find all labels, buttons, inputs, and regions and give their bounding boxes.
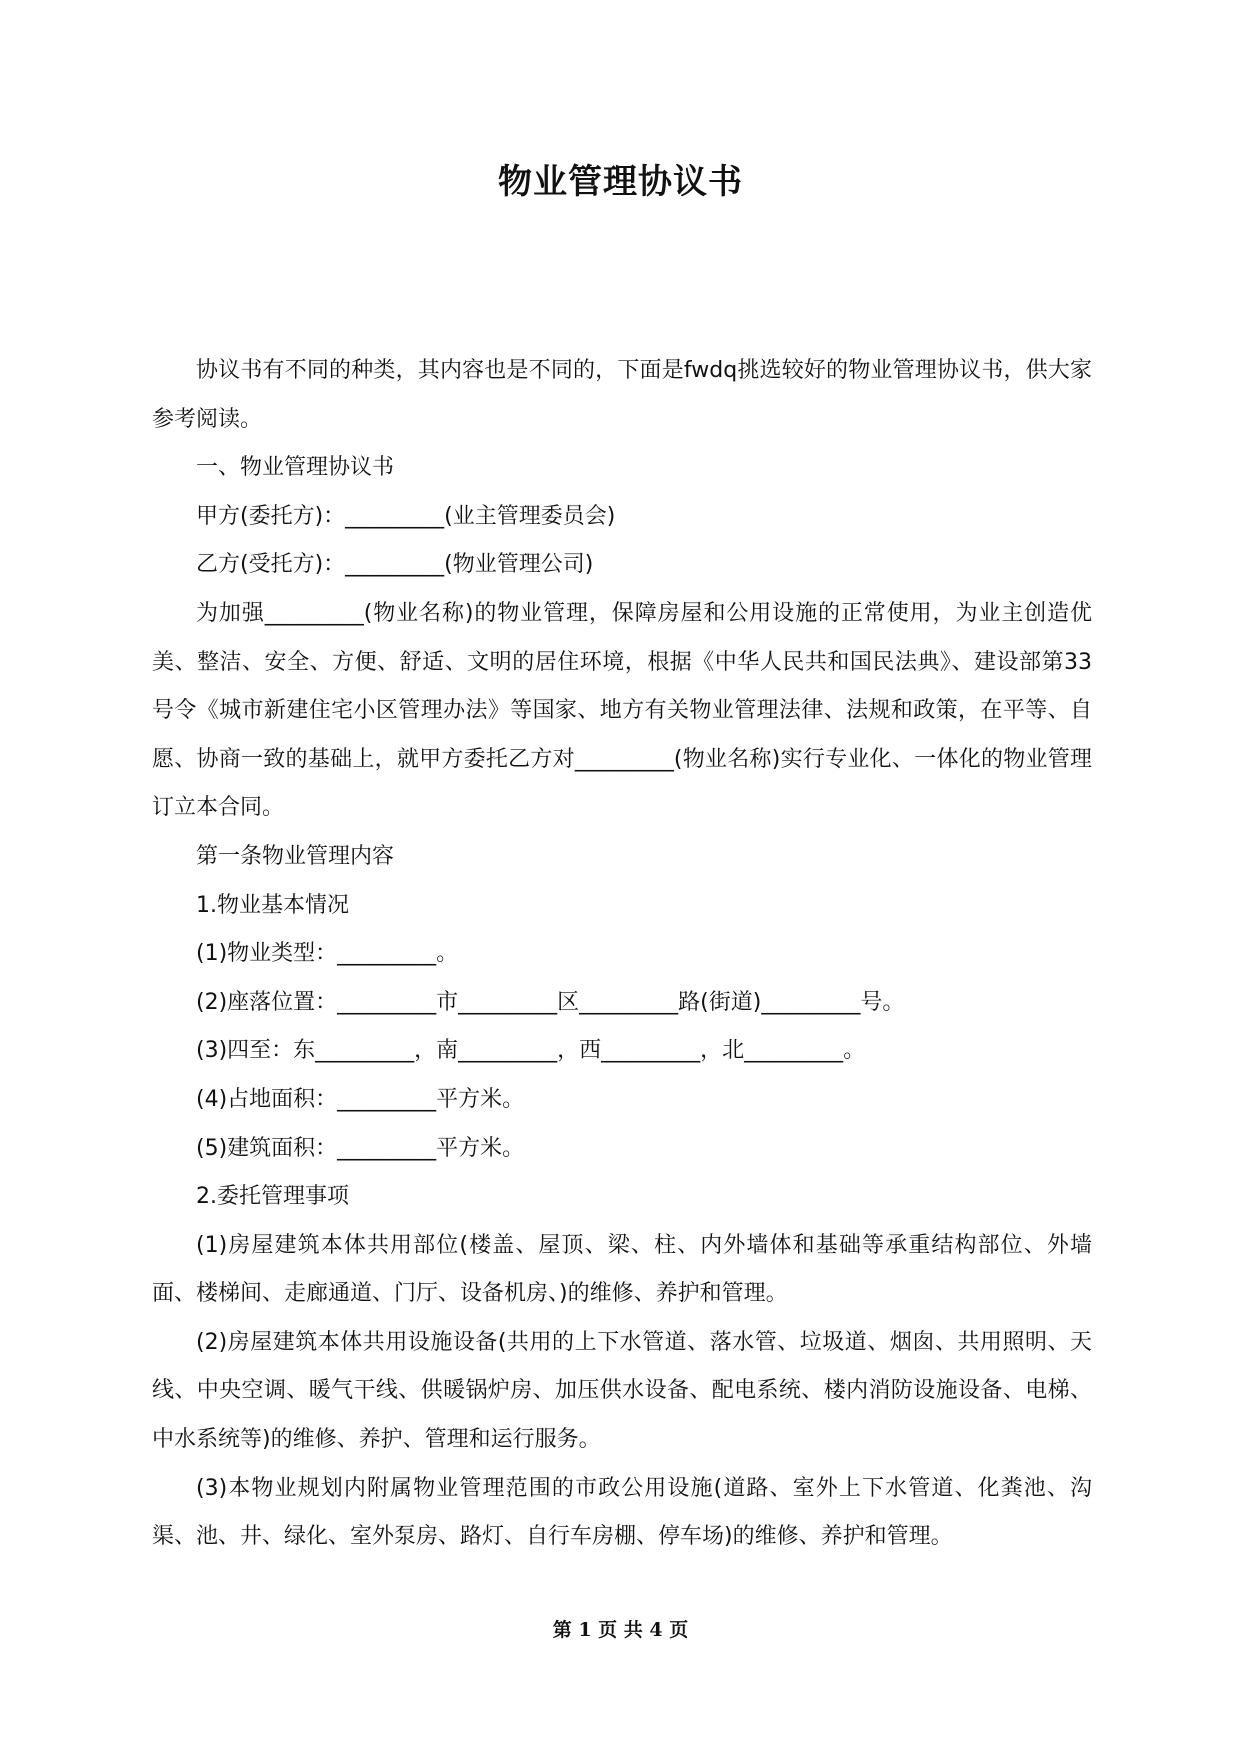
party-b-line: 乙方(受托方)：_________(物业管理公司) [196, 552, 594, 578]
subsection-heading: 2.委托管理事项 [196, 1184, 349, 1210]
preamble-paragraph: 为加强_________(物业名称)的物业管理，保障房屋和公用设施的正常使用，为业主创造优美、整洁、安全、方便、舒适、文明的居住环境，根据《中华人民共和国民法典》、建设部第33号令《城市新建住宅小区管理办法》等国家、地方有关物业管理法律、法规和政策，在平等、自愿、协商一致的基础上，就甲方委托乙方对_________(物业名称)实行专业化、一体化的物业管理订立本合同。 [152, 600, 1092, 821]
boundaries-line: (3)四至：东_________，南_________，西_________，北_________。 [196, 1038, 866, 1064]
subsection-heading: 1.物业基本情况 [196, 892, 349, 918]
building-area-line: (5)建筑面积：_________平方米。 [196, 1135, 525, 1161]
intro-paragraph: 协议书有不同的种类，其内容也是不同的，下面是fwdq挑选较好的物业管理协议书，供大家参考阅读。 [152, 358, 1092, 432]
party-a-line: 甲方(委托方)：_________(业主管理委员会) [196, 503, 616, 529]
list-item: (2)房屋建筑本体共用设施设备(共用的上下水管道、落水管、垃圾道、烟囱、共用照明、天线、中央空调、暖气干线、供暖锅炉房、加压供水设备、配电系统、楼内消防设施设备、电梯、中水系统等)的维修、养护、管理和运行服务。 [152, 1329, 1092, 1453]
page-footer: 第 1 页 共 4 页 [552, 1619, 689, 1641]
list-item: (3)本物业规划内附属物业管理范围的市政公用设施(道路、室外上下水管道、化粪池、沟渠、池、井、绿化、室外泵房、路灯、自行车房棚、停车场)的维修、养护和管理。 [152, 1475, 1092, 1550]
article-heading: 第一条物业管理内容 [196, 843, 395, 869]
location-line: (2)座落位置：_________市_________区_________路(街道)_________号。 [196, 989, 905, 1015]
land-area-line: (4)占地面积：_________平方米。 [196, 1086, 525, 1112]
document-body [152, 347, 1092, 1562]
list-item: (1)房屋建筑本体共用部位(楼盖、屋顶、梁、柱、内外墙体和基础等承重结构部位、外墙面、楼梯间、走廊通道、门厅、设备机房、)的维修、养护和管理。 [152, 1232, 1092, 1307]
property-type-line: (1)物业类型：_________。 [196, 941, 459, 967]
document-title: 物业管理协议书 [498, 162, 743, 202]
section-heading: 一、物业管理协议书 [196, 455, 395, 481]
